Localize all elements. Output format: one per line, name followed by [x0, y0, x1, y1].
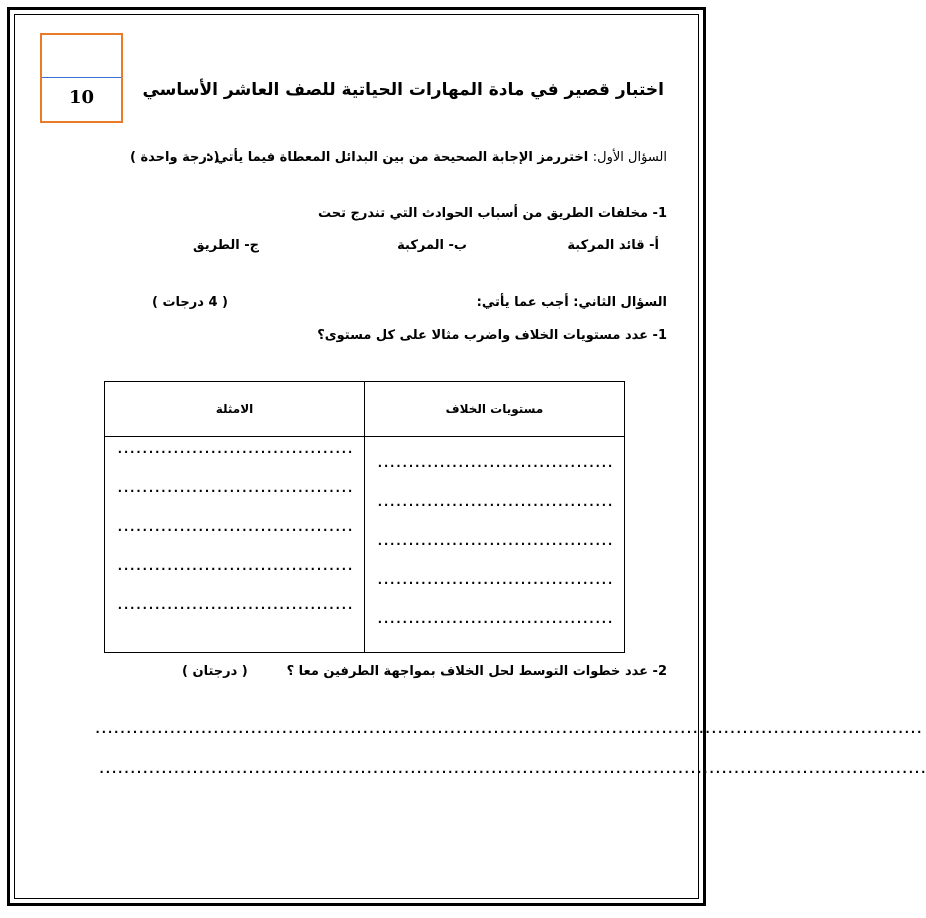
question-2-item-1: 1- عدد مستويات الخلاف واضرب مثالا على كل مستوى؟	[317, 328, 667, 343]
examples-column	[105, 437, 365, 653]
question-1-item: 1- مخلفات الطريق من أسباب الحوادث التي تندرج تحت	[317, 206, 667, 221]
dotted-answer-line: ......................................	[116, 481, 353, 495]
question-1-heading	[206, 150, 667, 165]
question-2-heading: السؤال الثاني: أجب عما يأتي:	[476, 295, 667, 310]
question-2-mark: ( 4 درجات )	[152, 295, 228, 310]
levels-column	[365, 437, 625, 653]
dotted-answer-line: ......................................	[116, 520, 353, 534]
dotted-answer-line: ......................................	[376, 534, 613, 548]
dotted-answer-line: ......................................	[116, 598, 353, 612]
header-levels: مستويات الخلاف	[365, 382, 625, 437]
score-value: 10	[68, 87, 95, 108]
question-2-item-2: 2- عدد خطوات التوسط لحل الخلاف بمواجهة الطرفين معا ؟	[286, 664, 667, 679]
dotted-answer-line: ......................................	[376, 495, 613, 509]
header-examples: الامثلة	[105, 382, 365, 437]
dotted-answer-line: ......................................	[376, 573, 613, 587]
dotted-answer-line: ......................................	[116, 559, 353, 573]
question-2-item-2-mark: ( درجتان )	[182, 664, 248, 679]
question-1-mark: (درجة واحدة )	[130, 150, 220, 165]
score-box	[40, 33, 123, 123]
dotted-answer-line: ......................................	[376, 612, 613, 626]
answer-table	[104, 381, 625, 653]
answer-line-1: .....................................................................................................................................	[94, 722, 922, 736]
question-1-text: اختررمز الإجابة الصحيحة من بين البدائل المعطاة فيما يأتي :	[205, 150, 589, 165]
answer-line-2: .....................................................................................................................................	[98, 762, 926, 776]
dotted-answer-line: ......................................	[116, 442, 353, 456]
option-a: أ- قائد المركبة	[567, 238, 659, 253]
dotted-answer-line: ......................................	[376, 456, 613, 470]
question-1-lead: السؤال الأول:	[592, 150, 667, 165]
option-c: ج- الطريق	[193, 238, 259, 253]
option-b: ب- المركبة	[397, 238, 467, 253]
score-divider	[42, 77, 121, 78]
page-title: اختبار قصير في مادة المهارات الحياتية للصف العاشر الأساسي	[142, 80, 664, 100]
